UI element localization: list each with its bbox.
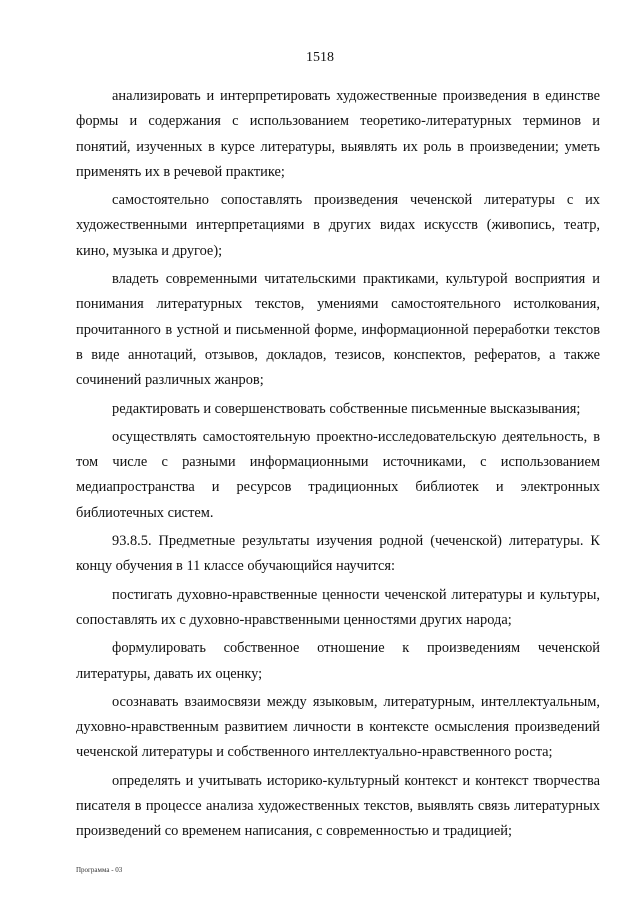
paragraph: анализировать и интерпретировать художественные произведения в единстве формы и содержания с использованием теоретико-литературных терминов и понятий, изученных в курсе литературы, выявлять их роль в произведении; уметь применять их в речевой практике; xyxy=(76,88,600,180)
page-body xyxy=(76,84,600,848)
paragraph: постигать духовно-нравственные ценности чеченской литературы и культуры, сопоставлять их с духовно-нравственными ценностями других народа; xyxy=(76,586,600,628)
paragraph: определять и учитывать историко-культурный контекст и контекст творчества писателя в процессе анализа художественных текстов, выявлять связь литературных произведений со временем написания, с современностью и традицией; xyxy=(76,772,600,840)
paragraph: формулировать собственное отношение к произведениям чеченской литературы, давать их оценку; xyxy=(76,640,600,682)
page-footer: Программа - 03 xyxy=(76,866,123,874)
paragraph: осознавать взаимосвязи между языковым, литературным, интеллектуальным, духовно-нравственным развитием личности в контексте осмысления произведений чеченской литературы и собственного интеллектуально-нравственного роста; xyxy=(76,693,600,761)
paragraph: владеть современными читательскими практиками, культурой восприятия и понимания литературных текстов, умениями самостоятельного истолкования, прочитанного в устной и письменной форме, информационной переработки текстов в виде аннотаций, отзывов, докладов, тезисов, конспектов, рефератов, а также сочинений различных жанров; xyxy=(76,271,600,389)
section-heading-paragraph: 93.8.5. Предметные результаты изучения родной (чеченской) литературы. К концу обучения в 11 классе обучающийся научится: xyxy=(76,533,600,575)
paragraph: самостоятельно сопоставлять произведения чеченской литературы с их художественными интерпретациями в других видах искусств (живопись, театр, кино, музыка и другое); xyxy=(76,192,600,259)
paragraph: редактировать и совершенствовать собственные письменные высказывания; xyxy=(112,400,581,417)
page-number: 1518 xyxy=(306,50,334,65)
paragraph: осуществлять самостоятельную проектно-исследовательскую деятельность, в том числе с разными информационными источниками, с использованием медиапространства и ресурсов традиционных библиотек и электронных библиотечных систем. xyxy=(76,428,600,521)
